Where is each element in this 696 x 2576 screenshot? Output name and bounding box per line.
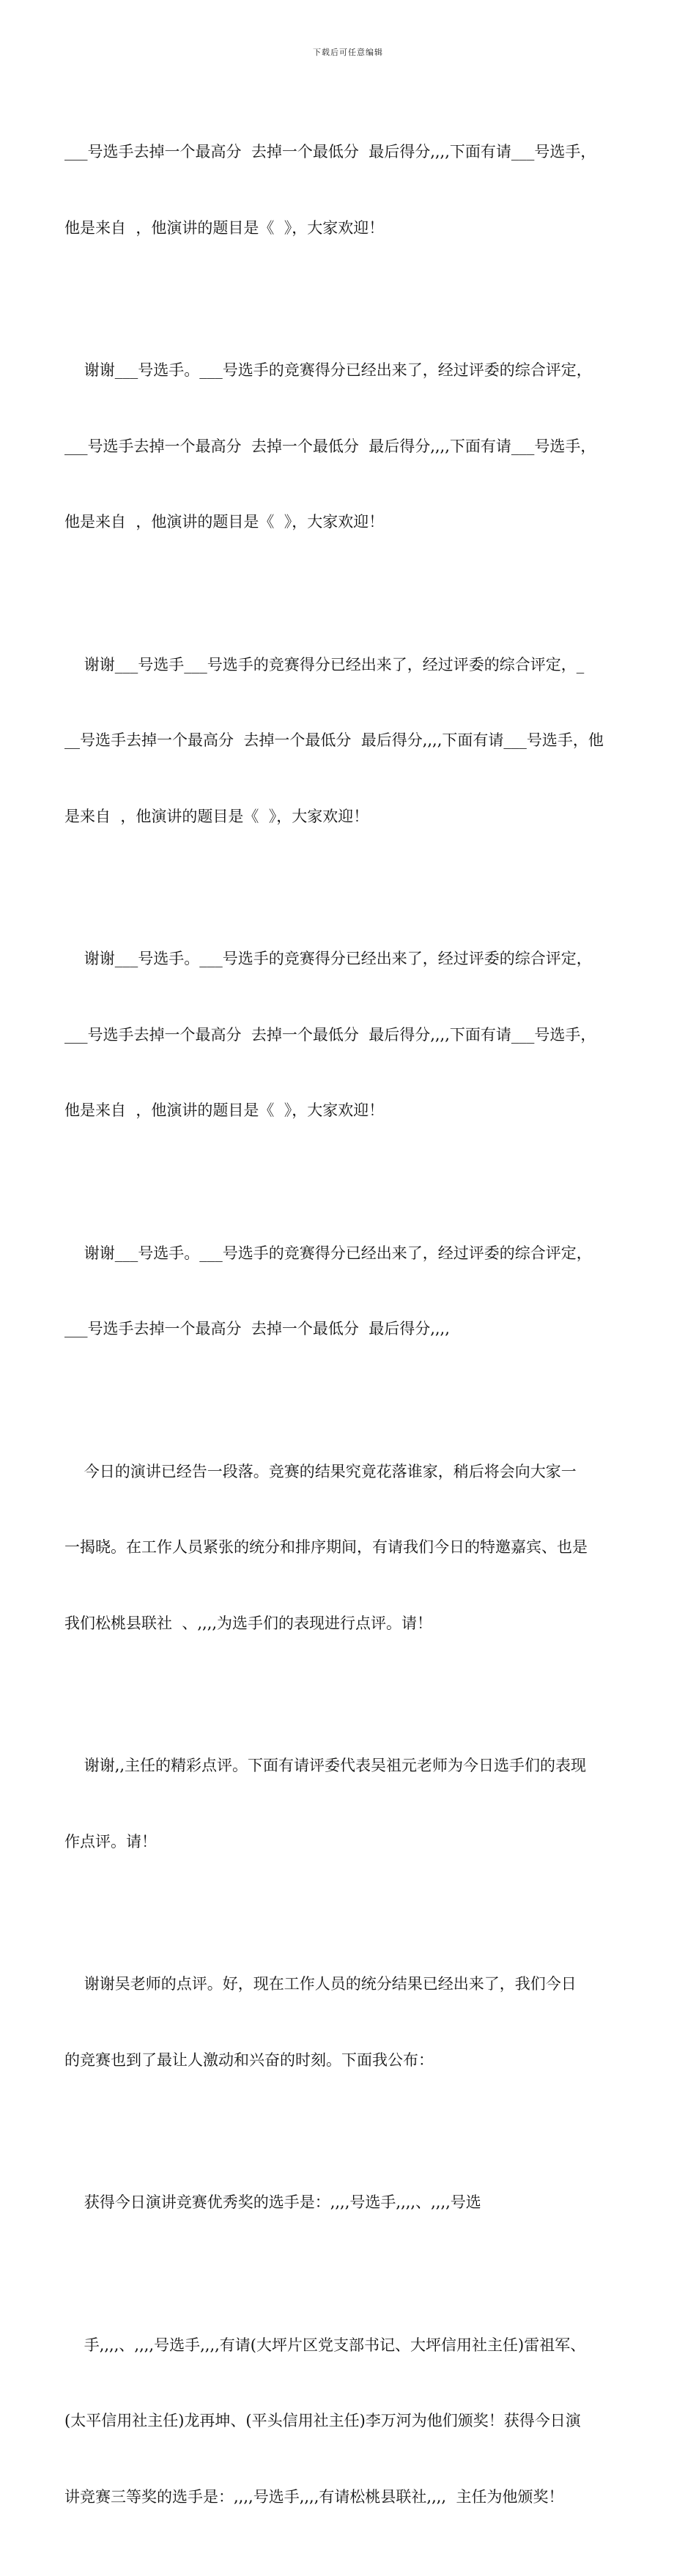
paragraph (64, 1190, 636, 1392)
text-line: 他是来自 ，他演讲的题目是《 》，大家欢迎！ (64, 1101, 385, 1119)
text-line: 的竞赛也到了最让人激动和兴奋的时刻。下面我公布： (64, 2051, 434, 2069)
text-line: ___号选手去掉一个最高分 去掉一个最低分 最后得分,,,, (64, 1320, 450, 1337)
text-line: 作点评。请！ (64, 1832, 157, 1850)
text-line: 谢谢___号选手___号选手的竞赛得分已经出来了，经过评委的综合评定，_ (64, 655, 585, 673)
text-line: __号选手去掉一个最高分 去掉一个最低分 最后得分,,,,下面有请___号选手，他 (64, 731, 604, 749)
text-line: 今日的演讲已经告一段落。竞赛的结果究竟花落谁家，稍后将会向大家一 (64, 1462, 577, 1480)
text-line: ___号选手去掉一个最高分 去掉一个最低分 最后得分,,,,下面有请___号选手， (64, 1025, 596, 1044)
paragraph (64, 1702, 636, 1905)
text-line: 讲竞赛三等奖的选手是：,,,,号选手,,,,有请松桃县联社,,,, 主任为他颁奖！ (64, 2487, 564, 2506)
text-line: 谢谢,,主任的精彩点评。下面有请评委代表吴祖元老师为今日选手们的表现 (64, 1757, 587, 1774)
text-line: 手,,,,、,,,,号选手,,,,有请(大坪片区党支部书记、大坪信用社主任)雷祖军、 (64, 2336, 586, 2354)
paragraph (64, 2282, 636, 2561)
text-line: ___号选手去掉一个最高分 去掉一个最低分 最后得分,,,,下面有请___号选手， (64, 143, 596, 160)
paragraph (64, 307, 636, 586)
text-line: 谢谢___号选手。___号选手的竞赛得分已经出来了，经过评委的综合评定， (64, 950, 592, 967)
text-line: 谢谢___号选手。___号选手的竞赛得分已经出来了，经过评委的综合评定， (64, 361, 592, 379)
paragraph (64, 896, 636, 1174)
paragraph (64, 1921, 636, 2123)
text-line: ___号选手去掉一个最高分 去掉一个最低分 最后得分,,,,下面有请___号选手， (64, 437, 596, 455)
paragraph (64, 2139, 636, 2266)
text-line: 他是来自 ，他演讲的题目是《 》，大家欢迎！ (64, 218, 385, 237)
document-body (64, 89, 636, 2576)
text-line: 谢谢___号选手。___号选手的竞赛得分已经出来了，经过评委的综合评定， (64, 1244, 592, 1262)
text-line: 一揭晓。在工作人员紧张的统分和排序期间，有请我们今日的特邀嘉宾、也是 (64, 1538, 588, 1556)
paragraph (64, 602, 636, 880)
text-line: 是来自 ，他演讲的题目是《 》，大家欢迎！ (64, 807, 369, 825)
page-header: 下载后可任意编辑 (313, 48, 383, 57)
paragraph (64, 1409, 636, 1687)
text-line: 谢谢吴老师的点评。好，现在工作人员的统分结果已经出来了，我们今日 (64, 1975, 577, 1993)
text-line: 我们松桃县联社 、,,,,为选手们的表现进行点评。请！ (64, 1614, 433, 1632)
text-line: 获得今日演讲竞赛优秀奖的选手是：,,,,号选手,,,,、,,,,号选 (64, 2193, 481, 2211)
paragraph (64, 89, 636, 291)
text-line: (太平信用社主任)龙再坤、(平头信用社主任)李万河为他们颁奖！获得今日演 (64, 2412, 581, 2429)
text-line: 他是来自 ，他演讲的题目是《 》，大家欢迎！ (64, 513, 385, 531)
